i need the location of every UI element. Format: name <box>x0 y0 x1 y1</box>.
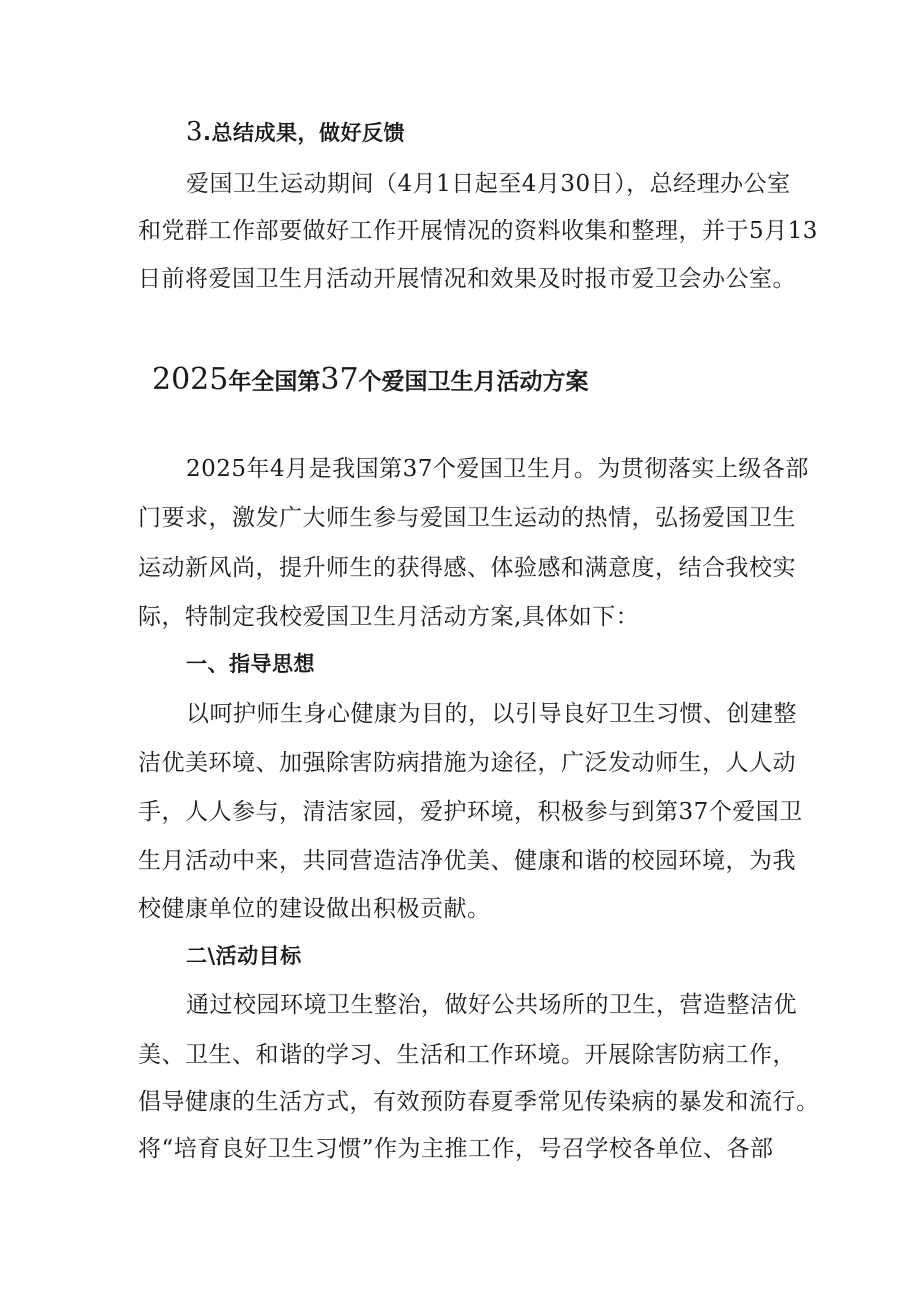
goals-line-3: 倡导健康的生活方式，有效预防春夏季常见传染病的暴发和流行。 <box>138 1089 820 1115</box>
title-text-1: 年全国第 <box>228 369 321 395</box>
guiding-line-4: 生月活动中来，共同营造洁净优美、健康和谐的校园环境，为我 <box>138 848 796 874</box>
guiding-line-5: 校健康单位的建设做出积极贡献。 <box>138 896 491 922</box>
section-3-line-3: 日前将爱国卫生月活动开展情况和效果及时报市爱卫会办公室。 <box>138 266 796 292</box>
intro-line-2: 门要求，激发广大师生参与爱国卫生运动的热情，弘扬爱国卫生 <box>138 505 796 531</box>
document-title <box>152 362 589 400</box>
goals-line-1: 通过校园环境卫生整治，做好公共场所的卫生，营造整洁优 <box>186 992 797 1018</box>
title-text-2: 个爱国卫生月活动方案 <box>358 369 589 395</box>
section-3-heading <box>186 116 405 149</box>
section-3-line-1: 爱国卫生运动期间（4月1日起至4月30日），总经理办公室 <box>186 171 791 197</box>
goals-line-4: 将“培育良好卫生习惯”作为主推工作，号召学校各单位、各部 <box>138 1136 774 1162</box>
guiding-heading: 一、指导思想 <box>186 652 315 676</box>
goals-line-2: 美、卫生、和谐的学习、生活和工作环境。开展除害防病工作， <box>138 1042 796 1068</box>
section-3-number: 3 <box>186 117 204 147</box>
guiding-line-2: 洁优美环境、加强除害防病措施为途径，广泛发动师生，人人动 <box>138 750 796 776</box>
intro-line-4: 际，特制定我校爱国卫生月活动方案,具体如下： <box>138 604 640 630</box>
intro-line-3: 运动新风尚，提升师生的获得感、体验感和满意度，结合我校实 <box>138 555 796 581</box>
section-3-line-2: 和党群工作部要做好工作开展情况的资料收集和整理，并于5月13 <box>138 218 818 244</box>
guiding-line-1: 以呵护师生身心健康为目的，以引导良好卫生习惯、创建整 <box>186 701 797 727</box>
goals-heading: 二\活动目标 <box>186 944 302 968</box>
intro-line-1: 2025年4月是我国第37个爱国卫生月。为贯彻落实上级各部 <box>186 456 809 482</box>
title-number: 37 <box>320 362 359 397</box>
section-3-title: .总结成果，做好反馈 <box>203 121 406 145</box>
title-year: 2025 <box>152 362 229 397</box>
guiding-line-3: 手，人人参与，清洁家园，爱护环境，积极参与到第37个爱国卫 <box>138 799 803 825</box>
